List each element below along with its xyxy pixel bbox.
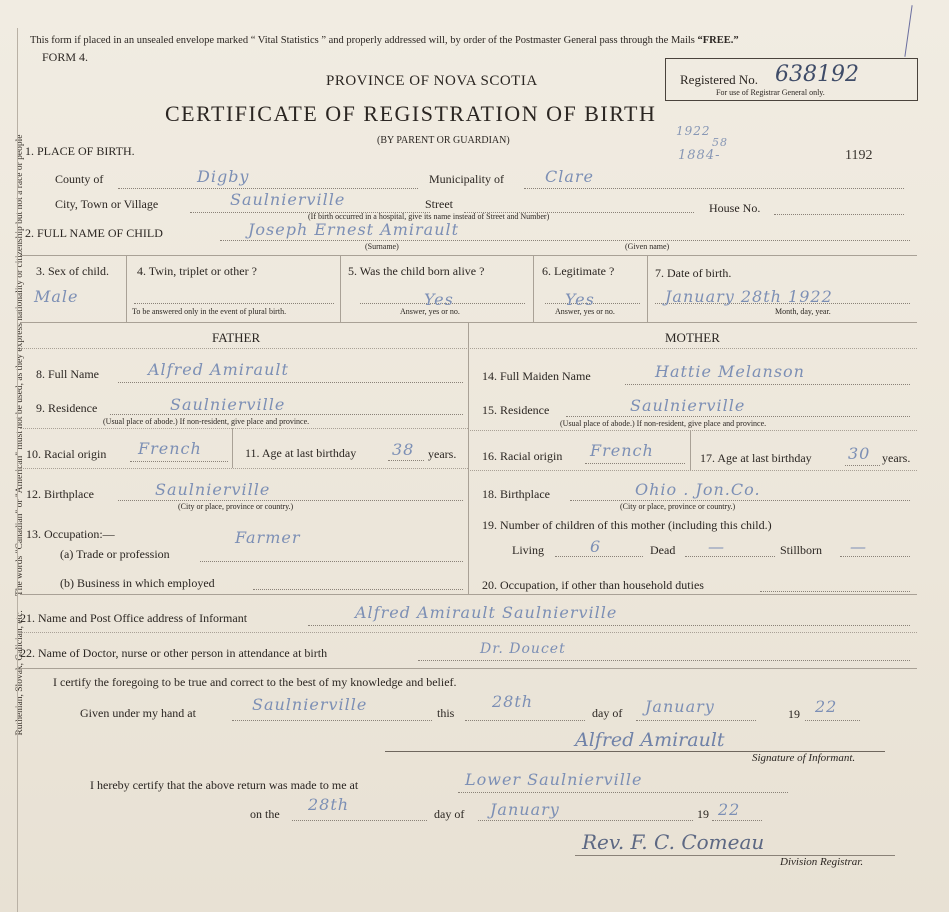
mother-race-line bbox=[585, 463, 685, 464]
mother-occupation-line bbox=[760, 591, 910, 592]
children-label: 19. Number of children of this mother (including this child.) bbox=[482, 518, 772, 532]
father-age-value: 38 bbox=[392, 440, 415, 459]
given-year-value: 22 bbox=[815, 697, 838, 716]
parents-divider bbox=[468, 322, 469, 594]
father-race-line bbox=[130, 461, 228, 462]
father-birthplace-line bbox=[118, 500, 463, 501]
father-race-label: 10. Racial origin bbox=[26, 447, 107, 461]
father-race-divider bbox=[232, 428, 233, 468]
sex-value: Male bbox=[34, 287, 79, 306]
mother-age-line bbox=[845, 465, 880, 466]
twin-note: To be answered only in the event of plural birth. bbox=[132, 307, 287, 316]
given-label: Given under my hand at bbox=[80, 706, 196, 720]
trade-label: (a) Trade or profession bbox=[60, 547, 170, 561]
province-heading: PROVINCE OF NOVA SCOTIA bbox=[326, 73, 538, 89]
mother-years-label: years. bbox=[882, 451, 911, 465]
mother-birthplace-line bbox=[570, 500, 910, 501]
registrar-place-line bbox=[458, 792, 788, 793]
informant-value: Alfred Amirault Saulnierville bbox=[355, 603, 618, 622]
side-note-bottom: Ruthenian, Slovak, Galician, etc. bbox=[15, 610, 25, 736]
given-month-value: January bbox=[645, 697, 715, 716]
doctor-label: 22. Name of Doctor, nurse or other person in attendance at birth bbox=[20, 646, 328, 660]
dead-label: Dead bbox=[650, 543, 676, 557]
municipality-label: Municipality of bbox=[429, 172, 504, 186]
mother-occupation-label: 20. Occupation, if other than household duties bbox=[482, 578, 704, 592]
trade-value: Farmer bbox=[235, 528, 301, 547]
legit-value: Yes bbox=[565, 290, 595, 309]
facts-divider-2 bbox=[340, 255, 341, 322]
registrar-month-value: January bbox=[490, 800, 560, 819]
mother-residence-value: Saulnierville bbox=[630, 396, 746, 415]
mother-residence-line bbox=[566, 416, 910, 417]
given-month-line bbox=[636, 720, 756, 721]
father-age-line bbox=[388, 460, 424, 461]
child-name-value: Joseph Ernest Amirault bbox=[248, 220, 460, 239]
reg-annotation-ref: 1884- bbox=[678, 148, 721, 163]
father-city-note: (City or place, province or country.) bbox=[178, 502, 294, 511]
given-place-line bbox=[232, 720, 432, 721]
mother-name-value: Hattie Melanson bbox=[655, 362, 805, 381]
mother-race-divider bbox=[690, 430, 691, 470]
registrar-year-prefix: 19 bbox=[697, 807, 709, 821]
business-label: (b) Business in which employed bbox=[60, 576, 215, 590]
doctor-value: Dr. Doucet bbox=[480, 641, 566, 657]
twin-label: 4. Twin, triplet or other ? bbox=[137, 264, 257, 278]
house-line bbox=[774, 214, 904, 215]
given-dayof-label: day of bbox=[592, 706, 623, 720]
county-line bbox=[118, 188, 418, 189]
legit-note: Answer, yes or no. bbox=[555, 307, 615, 316]
father-heading: FATHER bbox=[212, 330, 261, 345]
county-label: County of bbox=[55, 172, 104, 186]
registrar-month-line bbox=[478, 820, 693, 821]
father-birthplace-value: Saulnierville bbox=[155, 480, 271, 499]
mother-name-line bbox=[625, 384, 910, 385]
sex-label: 3. Sex of child. bbox=[36, 264, 109, 278]
trade-line bbox=[200, 561, 463, 562]
father-name-label: 8. Full Name bbox=[36, 367, 99, 381]
father-name-value: Alfred Amirault bbox=[148, 360, 289, 379]
form-number: FORM 4. bbox=[42, 50, 89, 64]
municipality-value: Clare bbox=[545, 167, 595, 186]
father-name-line bbox=[118, 382, 463, 383]
registrar-signature: Rev. F. C. Comeau bbox=[582, 830, 765, 854]
certificate-title: CERTIFICATE OF REGISTRATION OF BIRTH bbox=[165, 101, 657, 126]
mother-age-label: 17. Age at last birthday bbox=[700, 451, 812, 465]
mother-abode-note: (Usual place of abode.) If non-resident, give place and province. bbox=[560, 419, 767, 428]
registered-number: 638192 bbox=[775, 62, 859, 87]
mother-race-value: French bbox=[590, 441, 654, 460]
given-day-value: 28th bbox=[492, 692, 534, 711]
father-abode-note: (Usual place of abode.) If non-resident, give place and province. bbox=[103, 417, 310, 426]
house-label: House No. bbox=[709, 201, 761, 215]
informant-label: 21. Name and Post Office address of Informant bbox=[20, 611, 248, 625]
parents-heading-rule bbox=[20, 348, 917, 349]
dob-label: 7. Date of birth. bbox=[655, 266, 732, 280]
father-age-label: 11. Age at last birthday bbox=[245, 446, 357, 460]
father-years-label: years. bbox=[428, 447, 457, 461]
street-label: Street bbox=[425, 197, 453, 211]
mother-age-value: 30 bbox=[848, 444, 871, 463]
alive-value: Yes bbox=[424, 290, 454, 309]
informant-rule bbox=[20, 632, 917, 633]
informant-signature-label: Signature of Informant. bbox=[752, 752, 856, 764]
reg-annotation-stamp: 1192 bbox=[845, 148, 873, 163]
dob-value: January 28th 1922 bbox=[665, 287, 833, 306]
business-line bbox=[253, 589, 463, 590]
certificate-subtitle: (BY PARENT OR GUARDIAN) bbox=[377, 135, 510, 146]
parents-bottom-rule bbox=[20, 594, 917, 595]
facts-divider-1 bbox=[126, 255, 127, 322]
registrar-dayof-label: day of bbox=[434, 807, 465, 821]
given-this-label: this bbox=[437, 706, 455, 720]
dob-note: Month, day, year. bbox=[775, 307, 831, 316]
registrar-place-value: Lower Saulnierville bbox=[465, 770, 643, 789]
mail-notice bbox=[30, 35, 739, 46]
city-value: Saulnierville bbox=[230, 190, 346, 209]
given-place-value: Saulnierville bbox=[252, 695, 368, 714]
father-birthplace-label: 12. Birthplace bbox=[26, 487, 94, 501]
dead-value: — bbox=[708, 537, 725, 556]
mail-notice-free: “FREE.” bbox=[697, 35, 739, 46]
registrar-year-line bbox=[712, 820, 762, 821]
mother-birthplace-value: Ohio . Jon.Co. bbox=[635, 480, 761, 499]
living-value: 6 bbox=[590, 537, 602, 556]
ink-stroke bbox=[904, 5, 912, 57]
registrar-only-note: For use of Registrar General only. bbox=[716, 88, 825, 97]
mail-notice-text: This form if placed in an unsealed envelope marked “ Vital Statistics ” and properly addressed will, by order of the Postmaster General pass through the Mails bbox=[30, 35, 695, 46]
mother-race-label: 16. Racial origin bbox=[482, 449, 563, 463]
left-margin-rule bbox=[17, 28, 18, 912]
given-name-note: (Given name) bbox=[625, 242, 670, 251]
given-year-prefix: 19 bbox=[788, 707, 800, 721]
facts-top-rule bbox=[20, 255, 917, 256]
surname-note: (Surname) bbox=[365, 242, 399, 251]
father-race-value: French bbox=[138, 439, 202, 458]
doctor-rule bbox=[20, 668, 917, 669]
stillborn-line bbox=[840, 556, 910, 557]
registrar-label: Division Registrar. bbox=[780, 856, 864, 868]
child-name-line bbox=[220, 240, 910, 241]
legit-label: 6. Legitimate ? bbox=[542, 264, 615, 278]
facts-divider-3 bbox=[533, 255, 534, 322]
registrar-on-label: on the bbox=[250, 807, 280, 821]
father-residence-label: 9. Residence bbox=[36, 401, 98, 415]
mother-city-note: (City or place, province or country.) bbox=[620, 502, 736, 511]
doctor-line bbox=[418, 660, 910, 661]
registrar-day-line bbox=[292, 820, 427, 821]
father-residence-value: Saulnierville bbox=[170, 395, 286, 414]
facts-divider-4 bbox=[647, 255, 648, 322]
mother-name-label: 14. Full Maiden Name bbox=[482, 369, 591, 383]
stillborn-label: Stillborn bbox=[780, 543, 823, 557]
registered-label: Registered No. bbox=[680, 72, 758, 87]
father-race-top-rule bbox=[20, 428, 468, 429]
registrar-day-value: 28th bbox=[308, 795, 350, 814]
informant-signature: Alfred Amirault bbox=[575, 729, 725, 751]
alive-label: 5. Was the child born alive ? bbox=[348, 264, 485, 278]
alive-note: Answer, yes or no. bbox=[400, 307, 460, 316]
child-name-label: 2. FULL NAME OF CHILD bbox=[25, 226, 163, 240]
occupation-label: 13. Occupation:— bbox=[26, 527, 115, 541]
registrar-year-value: 22 bbox=[718, 800, 741, 819]
mother-heading: MOTHER bbox=[665, 330, 720, 345]
father-residence-line bbox=[110, 414, 463, 415]
municipality-line bbox=[524, 188, 904, 189]
informant-line bbox=[308, 625, 910, 626]
mother-race-bottom-rule bbox=[468, 470, 917, 471]
side-note-text: The words "Canadian" or "American" must not be used, as they express nationality or citizenship but not a race or people bbox=[15, 134, 25, 597]
hospital-note: (If birth occurred in a hospital, give its name instead of Street and Number) bbox=[308, 212, 550, 221]
living-line bbox=[555, 556, 643, 557]
living-label: Living bbox=[512, 543, 544, 557]
given-year-line bbox=[805, 720, 860, 721]
reg-annotation-year: 1922 bbox=[676, 124, 711, 138]
father-race-bottom-rule bbox=[20, 468, 468, 469]
twin-line bbox=[134, 303, 334, 304]
city-label: City, Town or Village bbox=[55, 197, 159, 211]
mother-residence-label: 15. Residence bbox=[482, 403, 550, 417]
mother-birthplace-label: 18. Birthplace bbox=[482, 487, 550, 501]
certify-text: I certify the foregoing to be true and correct to the best of my knowledge and belief. bbox=[53, 675, 457, 689]
mother-race-top-rule bbox=[468, 430, 917, 431]
dead-line bbox=[685, 556, 775, 557]
reg-annotation-code: 58 bbox=[712, 136, 728, 149]
given-day-line bbox=[465, 720, 585, 721]
county-value: Digby bbox=[197, 167, 250, 186]
place-heading: 1. PLACE OF BIRTH. bbox=[25, 144, 135, 158]
stillborn-value: — bbox=[850, 537, 867, 556]
registrar-text: I hereby certify that the above return was made to me at bbox=[90, 778, 359, 792]
